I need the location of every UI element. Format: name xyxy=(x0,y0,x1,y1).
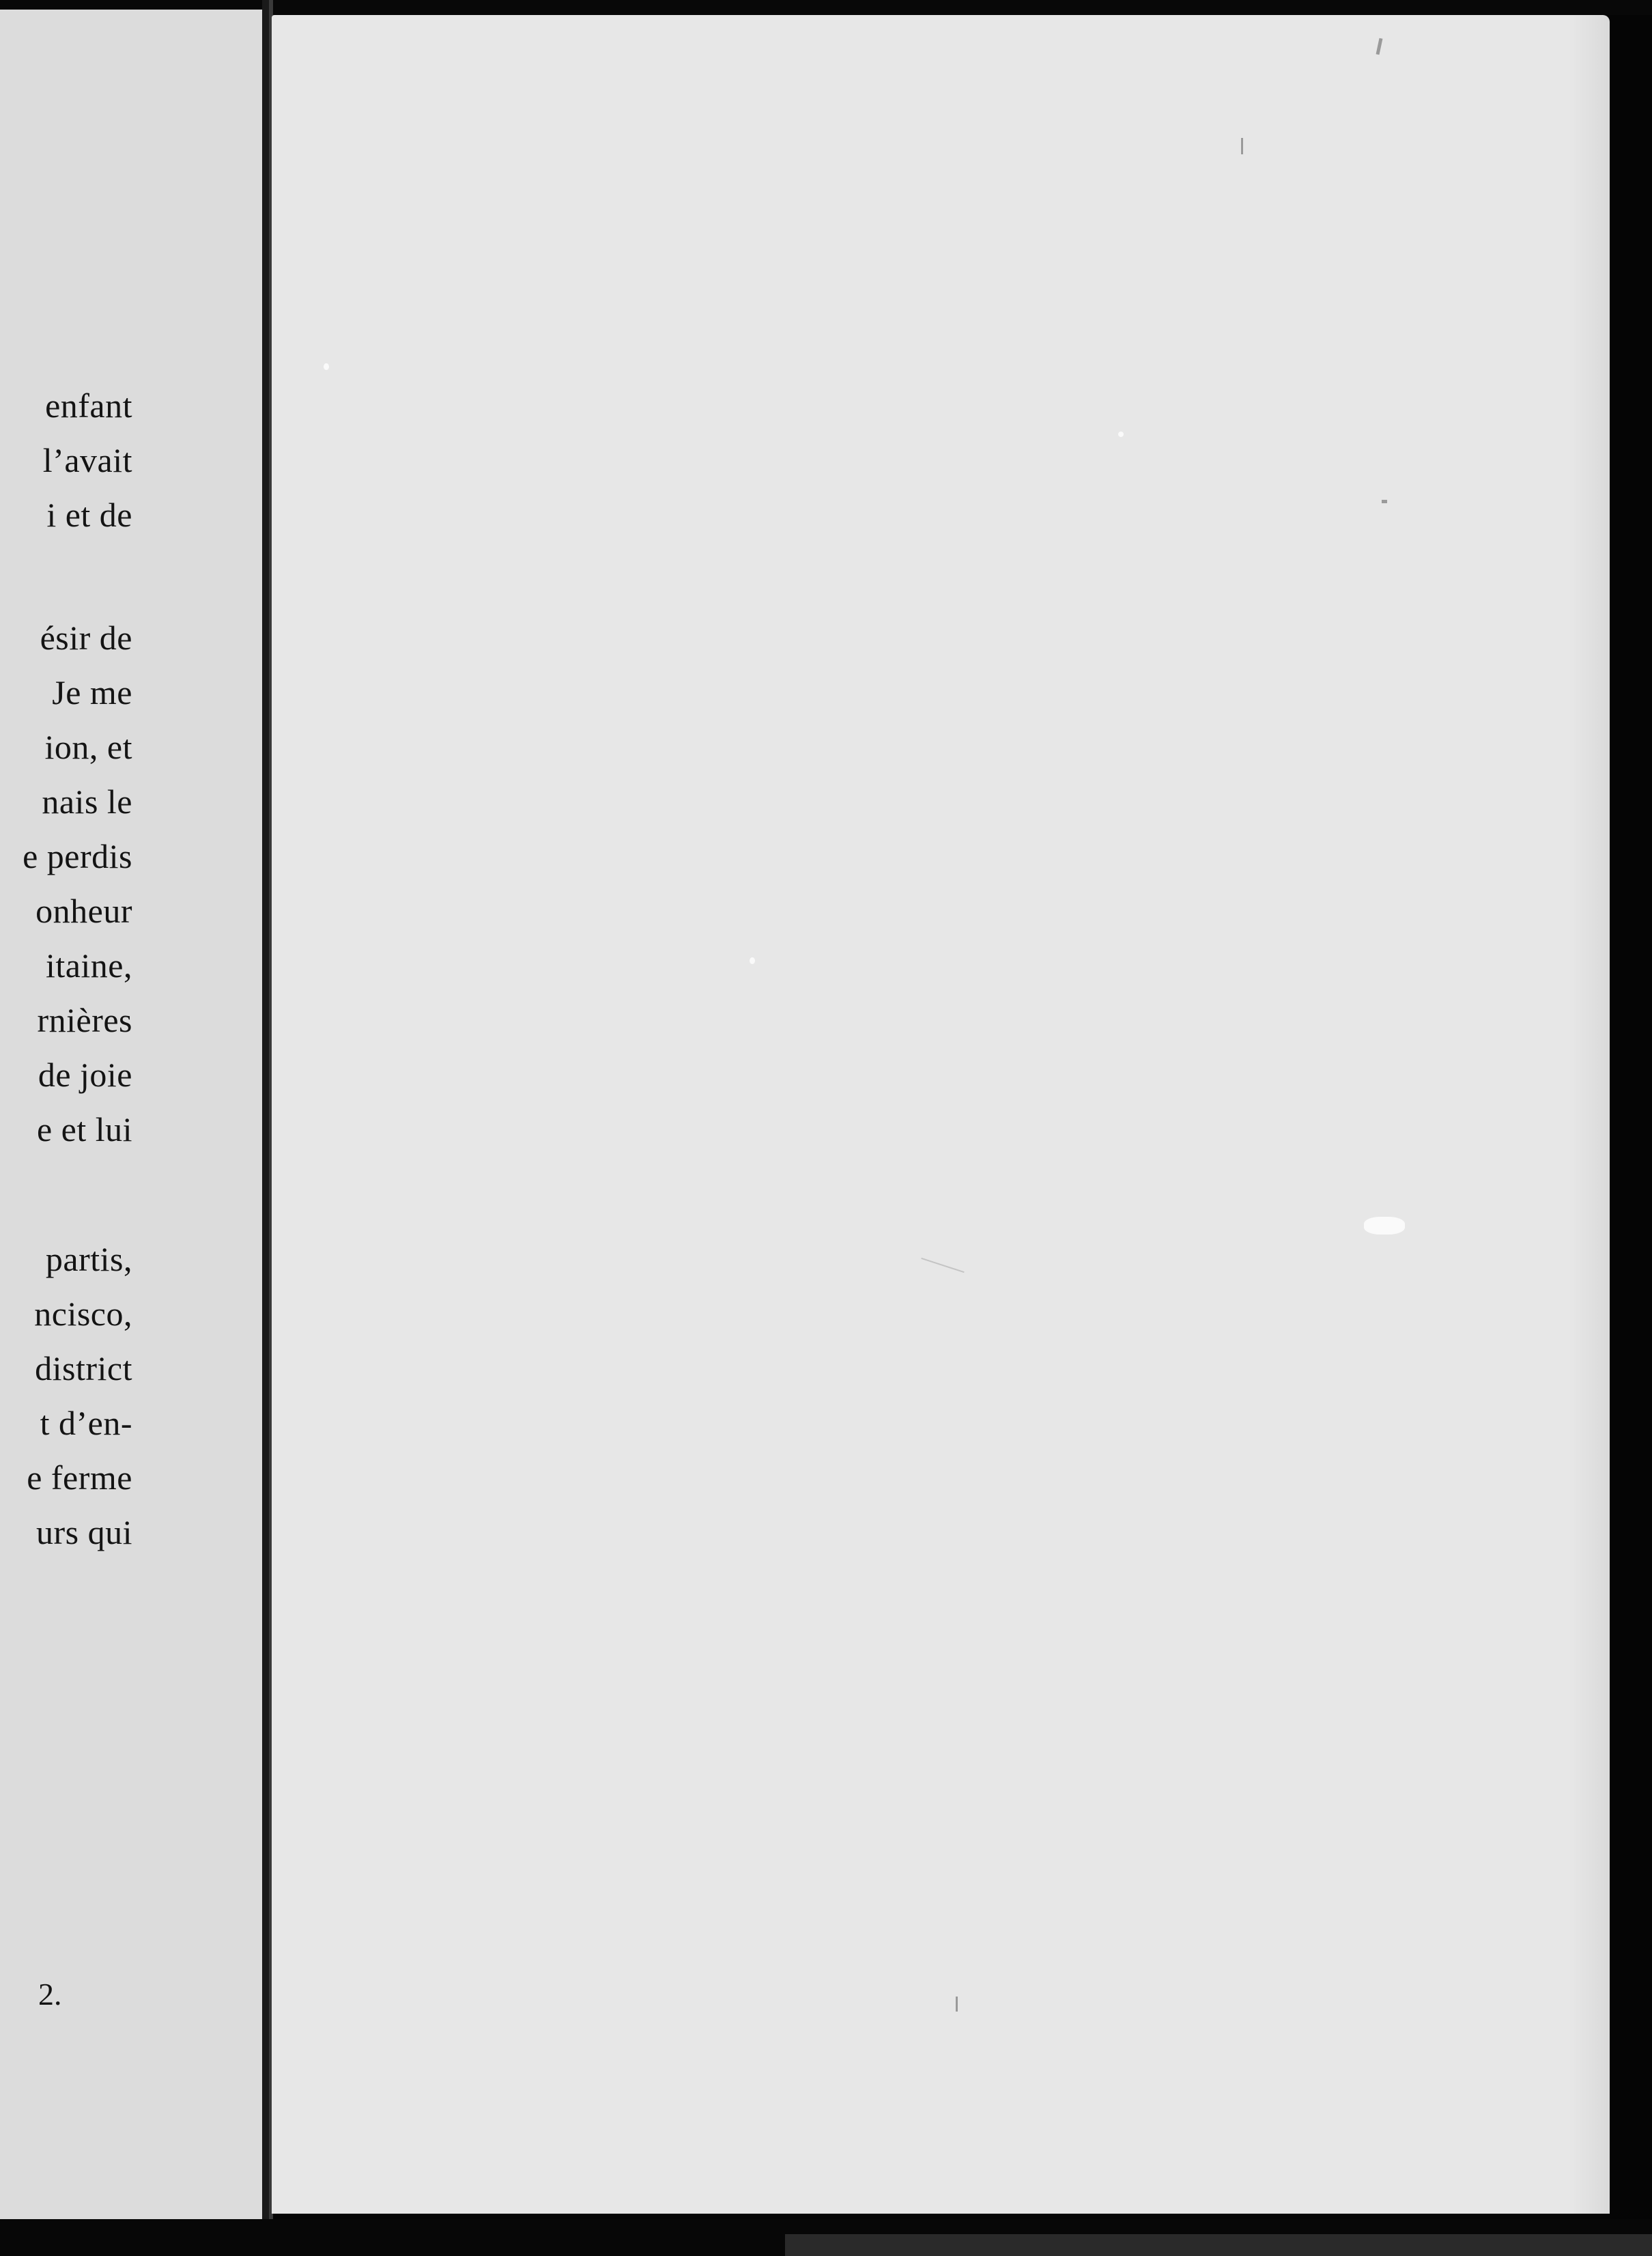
paper-mark xyxy=(1241,138,1243,154)
bottom-page-edge xyxy=(785,2234,1652,2256)
text-line: onheur xyxy=(35,892,132,930)
text-line: rnières xyxy=(37,1001,132,1039)
text-line: e et lui xyxy=(36,1110,132,1148)
text-line: partis, xyxy=(45,1240,132,1278)
page-number: 2. xyxy=(38,1977,62,2012)
paper-mark xyxy=(1376,38,1383,55)
text-line: itaine, xyxy=(45,946,132,985)
blank-page xyxy=(272,15,1610,2214)
text-line: nais le xyxy=(42,782,132,821)
text-line: l’avait xyxy=(42,441,132,479)
text-line: e ferme xyxy=(27,1458,132,1497)
paper-mark xyxy=(921,1258,964,1273)
text-line: ncisco, xyxy=(34,1295,132,1333)
paper-speck xyxy=(324,363,329,370)
paper-speck xyxy=(1364,1217,1405,1235)
paper-speck xyxy=(1118,432,1124,437)
paper-mark xyxy=(956,1997,958,2012)
text-line: urs qui xyxy=(36,1513,132,1551)
text-line: t d’en- xyxy=(40,1404,132,1442)
text-line: e perdis xyxy=(23,837,132,875)
text-line: ion, et xyxy=(44,728,132,766)
text-line: Je me xyxy=(52,673,132,711)
text-line: i et de xyxy=(46,496,132,534)
paper-speck xyxy=(750,957,755,964)
text-line: enfant xyxy=(45,386,132,425)
text-line: district xyxy=(35,1349,132,1387)
text-line: de joie xyxy=(38,1056,132,1094)
previous-page-fragment xyxy=(0,10,262,2222)
text-line: ésir de xyxy=(40,619,132,657)
paper-mark xyxy=(1382,500,1387,503)
